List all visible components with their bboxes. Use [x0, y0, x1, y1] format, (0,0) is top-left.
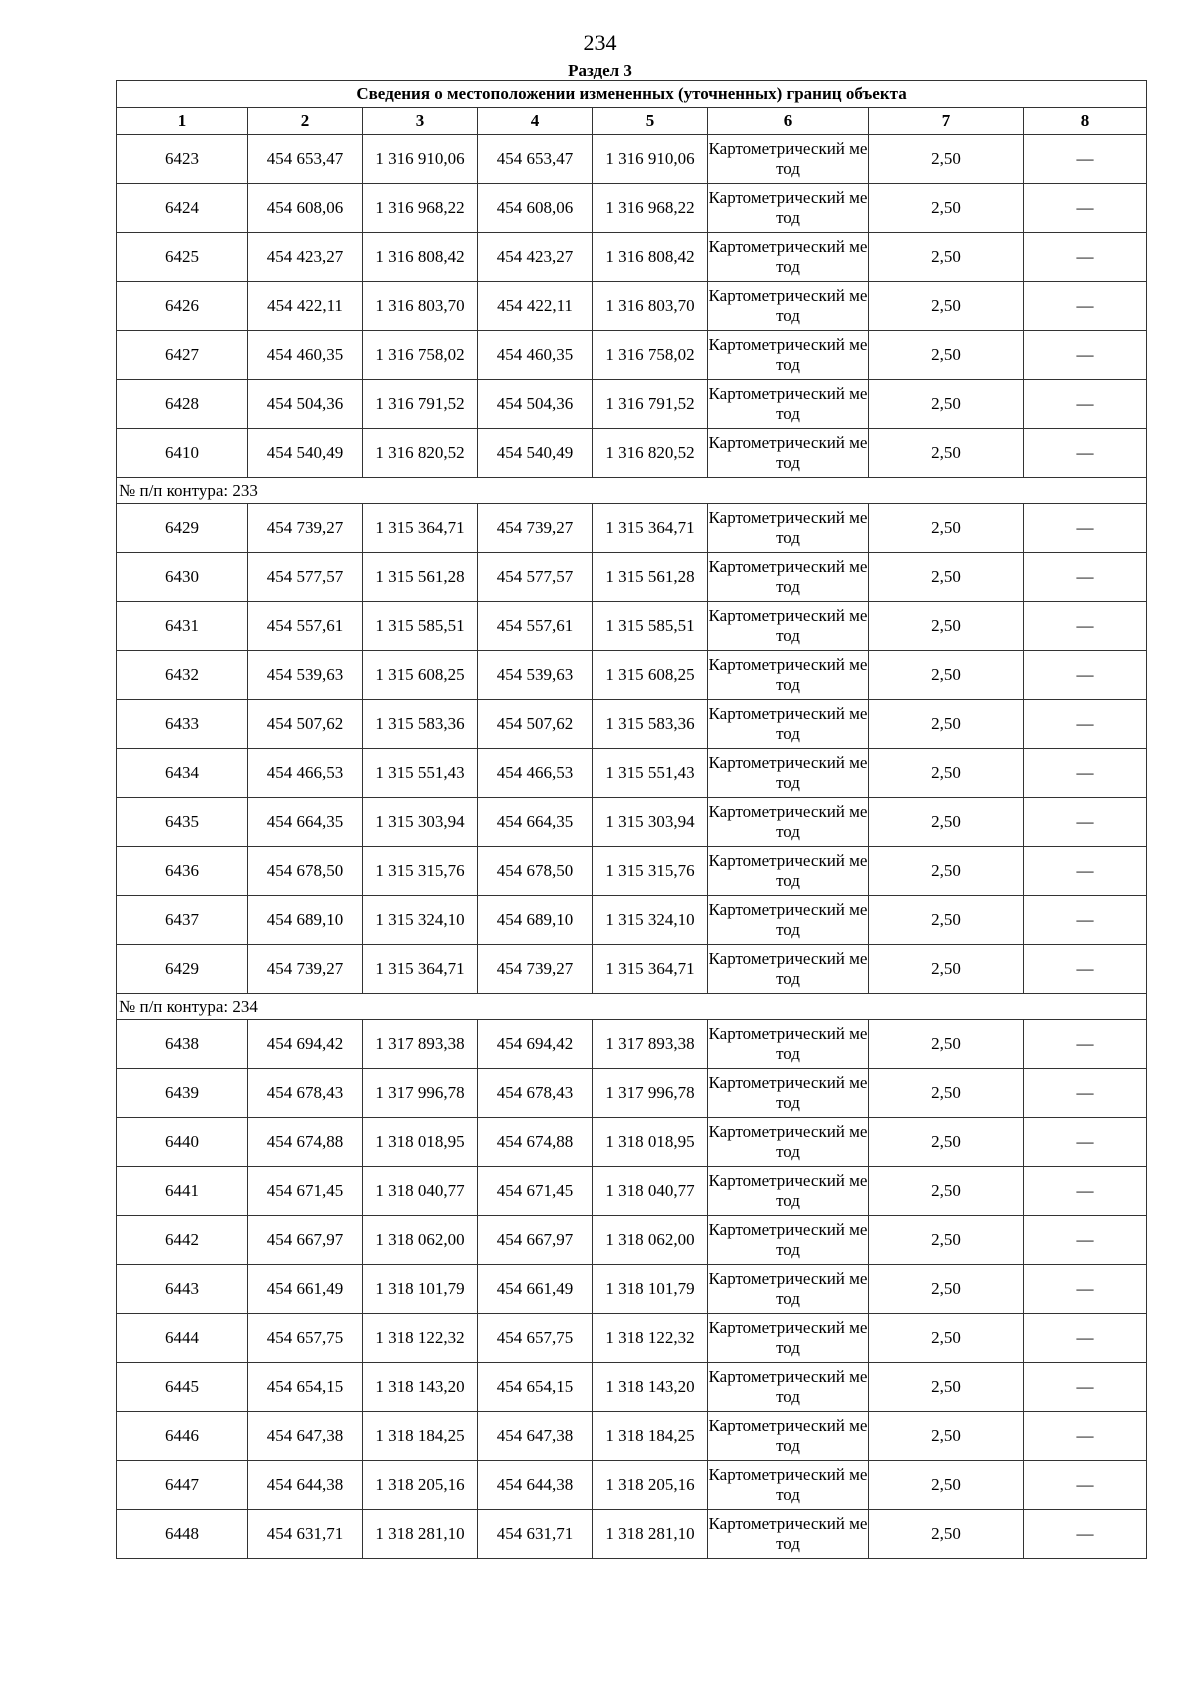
- table-cell: 1 316 803,70: [363, 282, 478, 331]
- table-cell: 1 315 608,25: [593, 651, 708, 700]
- table-cell: 1 315 551,43: [363, 749, 478, 798]
- table-cell: 1 316 803,70: [593, 282, 708, 331]
- table-row: [117, 1216, 1147, 1265]
- table-cell: 454 671,45: [248, 1167, 363, 1216]
- table-cell: 1 316 808,42: [593, 233, 708, 282]
- table-cell: 454 608,06: [478, 184, 593, 233]
- table-cell: 1 318 040,77: [593, 1167, 708, 1216]
- table-cell: 6436: [117, 847, 248, 896]
- table-cell: 1 318 101,79: [363, 1265, 478, 1314]
- table-cell: 1 315 585,51: [363, 602, 478, 651]
- table-cell: —: [1024, 504, 1147, 553]
- table-cell: 1 315 608,25: [363, 651, 478, 700]
- table-cell: 1 315 583,36: [363, 700, 478, 749]
- table-cell: 1 315 551,43: [593, 749, 708, 798]
- table-cell: 454 423,27: [478, 233, 593, 282]
- table-cell: Картометрический метод: [708, 1510, 869, 1559]
- table-cell: 6443: [117, 1265, 248, 1314]
- table-cell: 2,50: [869, 331, 1024, 380]
- table-cell: 454 647,38: [478, 1412, 593, 1461]
- table-cell: —: [1024, 553, 1147, 602]
- table-cell: 1 316 820,52: [593, 429, 708, 478]
- table-cell: 6431: [117, 602, 248, 651]
- table-cell: 1 315 561,28: [593, 553, 708, 602]
- table-row: [117, 429, 1147, 478]
- table-row: [117, 847, 1147, 896]
- table-cell: 454 422,11: [248, 282, 363, 331]
- table-cell: 2,50: [869, 504, 1024, 553]
- table-cell: 1 318 205,16: [593, 1461, 708, 1510]
- column-header: 3: [363, 108, 478, 135]
- table-cell: 1 315 364,71: [363, 504, 478, 553]
- table-cell: —: [1024, 1314, 1147, 1363]
- table-cell: 454 678,50: [478, 847, 593, 896]
- table-cell: 6445: [117, 1363, 248, 1412]
- column-header: 7: [869, 108, 1024, 135]
- table-cell: 454 466,53: [478, 749, 593, 798]
- table-cell: Картометрический метод: [708, 1265, 869, 1314]
- table-cell: —: [1024, 1412, 1147, 1461]
- table-row: [117, 504, 1147, 553]
- table-cell: —: [1024, 1167, 1147, 1216]
- table-cell: Картометрический метод: [708, 847, 869, 896]
- table-cell: 6437: [117, 896, 248, 945]
- table-cell: 2,50: [869, 847, 1024, 896]
- table-row: [117, 1265, 1147, 1314]
- table-row: [117, 1020, 1147, 1069]
- table-cell: 454 739,27: [248, 945, 363, 994]
- table-cell: —: [1024, 233, 1147, 282]
- table-cell: 2,50: [869, 135, 1024, 184]
- table-cell: 6438: [117, 1020, 248, 1069]
- table-cell: 1 318 122,32: [593, 1314, 708, 1363]
- table-cell: 1 318 184,25: [593, 1412, 708, 1461]
- column-number-row: [117, 108, 1147, 135]
- table-cell: Картометрический метод: [708, 282, 869, 331]
- table-cell: —: [1024, 380, 1147, 429]
- table-cell: Картометрический метод: [708, 749, 869, 798]
- table-cell: 454 631,71: [478, 1510, 593, 1559]
- table-cell: 1 316 910,06: [363, 135, 478, 184]
- table-cell: 6435: [117, 798, 248, 847]
- boundary-coordinates-table: [116, 80, 1147, 1559]
- table-cell: —: [1024, 1510, 1147, 1559]
- table-cell: —: [1024, 331, 1147, 380]
- table-cell: 1 318 122,32: [363, 1314, 478, 1363]
- table-cell: 1 316 758,02: [593, 331, 708, 380]
- table-row: [117, 1363, 1147, 1412]
- table-cell: 454 657,75: [248, 1314, 363, 1363]
- table-cell: 6442: [117, 1216, 248, 1265]
- table-cell: 1 316 808,42: [363, 233, 478, 282]
- table-cell: 454 507,62: [248, 700, 363, 749]
- table-cell: —: [1024, 1020, 1147, 1069]
- table-cell: 1 317 893,38: [363, 1020, 478, 1069]
- table-cell: 454 678,50: [248, 847, 363, 896]
- table-cell: 2,50: [869, 233, 1024, 282]
- table-cell: 2,50: [869, 429, 1024, 478]
- table-cell: 2,50: [869, 1412, 1024, 1461]
- table-cell: 1 315 585,51: [593, 602, 708, 651]
- table-cell: 2,50: [869, 1118, 1024, 1167]
- table-cell: 454 540,49: [478, 429, 593, 478]
- table-cell: 2,50: [869, 282, 1024, 331]
- table-cell: 454 504,36: [478, 380, 593, 429]
- table-cell: 2,50: [869, 798, 1024, 847]
- table-cell: 1 317 996,78: [593, 1069, 708, 1118]
- table-cell: Картометрический метод: [708, 380, 869, 429]
- column-header: 8: [1024, 108, 1147, 135]
- table-cell: —: [1024, 1363, 1147, 1412]
- table-cell: 1 316 968,22: [363, 184, 478, 233]
- table-cell: —: [1024, 798, 1147, 847]
- table-cell: 2,50: [869, 1461, 1024, 1510]
- table-cell: Картометрический метод: [708, 1167, 869, 1216]
- table-cell: Картометрический метод: [708, 331, 869, 380]
- table-cell: —: [1024, 1461, 1147, 1510]
- table-cell: 6426: [117, 282, 248, 331]
- table-cell: 1 318 062,00: [593, 1216, 708, 1265]
- contour-label: № п/п контура: 233: [117, 478, 1147, 504]
- table-cell: Картометрический метод: [708, 1461, 869, 1510]
- table-cell: 1 318 205,16: [363, 1461, 478, 1510]
- table-cell: 454 674,88: [478, 1118, 593, 1167]
- table-row: [117, 233, 1147, 282]
- table-cell: 2,50: [869, 700, 1024, 749]
- table-cell: Картометрический метод: [708, 233, 869, 282]
- table-cell: Картометрический метод: [708, 184, 869, 233]
- table-cell: 454 460,35: [478, 331, 593, 380]
- table-cell: 2,50: [869, 1167, 1024, 1216]
- column-header: 4: [478, 108, 593, 135]
- table-cell: 454 631,71: [248, 1510, 363, 1559]
- table-cell: 1 318 018,95: [593, 1118, 708, 1167]
- table-cell: 454 657,75: [478, 1314, 593, 1363]
- table-row: [117, 1314, 1147, 1363]
- table-cell: 454 577,57: [248, 553, 363, 602]
- table-cell: Картометрический метод: [708, 896, 869, 945]
- table-cell: Картометрический метод: [708, 1314, 869, 1363]
- table-cell: 6429: [117, 945, 248, 994]
- table-cell: 1 318 143,20: [593, 1363, 708, 1412]
- table-cell: 454 654,15: [478, 1363, 593, 1412]
- table-row: [117, 700, 1147, 749]
- table-row: [117, 1461, 1147, 1510]
- table-cell: 454 557,61: [248, 602, 363, 651]
- column-header: 1: [117, 108, 248, 135]
- table-cell: 1 318 018,95: [363, 1118, 478, 1167]
- table-cell: 454 739,27: [478, 504, 593, 553]
- table-cell: 454 674,88: [248, 1118, 363, 1167]
- table-cell: 454 507,62: [478, 700, 593, 749]
- table-cell: 1 315 364,71: [593, 945, 708, 994]
- table-cell: 1 315 364,71: [593, 504, 708, 553]
- table-cell: —: [1024, 135, 1147, 184]
- table-row: [117, 749, 1147, 798]
- table-cell: —: [1024, 651, 1147, 700]
- table-cell: —: [1024, 1216, 1147, 1265]
- table-caption: Сведения о местоположении измененных (уточненных) границ объекта: [117, 81, 1147, 108]
- table-cell: 6448: [117, 1510, 248, 1559]
- table-cell: 2,50: [869, 380, 1024, 429]
- table-cell: 6428: [117, 380, 248, 429]
- table-cell: Картометрический метод: [708, 1363, 869, 1412]
- table-cell: Картометрический метод: [708, 553, 869, 602]
- table-cell: 454 689,10: [248, 896, 363, 945]
- table-row: [117, 1069, 1147, 1118]
- table-cell: —: [1024, 184, 1147, 233]
- table-row: [117, 135, 1147, 184]
- table-cell: —: [1024, 847, 1147, 896]
- table-cell: 6423: [117, 135, 248, 184]
- table-row: [117, 945, 1147, 994]
- table-row: [117, 1167, 1147, 1216]
- table-row: [117, 282, 1147, 331]
- section-title: Раздел 3: [568, 61, 632, 80]
- table-cell: 6433: [117, 700, 248, 749]
- table-cell: 6425: [117, 233, 248, 282]
- table-cell: 2,50: [869, 749, 1024, 798]
- table-cell: 1 318 184,25: [363, 1412, 478, 1461]
- table-cell: 454 557,61: [478, 602, 593, 651]
- table-cell: 454 539,63: [248, 651, 363, 700]
- table-cell: 454 608,06: [248, 184, 363, 233]
- column-header: 2: [248, 108, 363, 135]
- table-cell: 2,50: [869, 602, 1024, 651]
- table-row: [117, 896, 1147, 945]
- table-cell: 454 654,15: [248, 1363, 363, 1412]
- table-cell: Картометрический метод: [708, 945, 869, 994]
- table-cell: —: [1024, 945, 1147, 994]
- table-row: [117, 553, 1147, 602]
- table-cell: 454 678,43: [248, 1069, 363, 1118]
- table-cell: 2,50: [869, 896, 1024, 945]
- table-cell: 454 667,97: [478, 1216, 593, 1265]
- table-cell: Картометрический метод: [708, 1412, 869, 1461]
- table-cell: 454 423,27: [248, 233, 363, 282]
- table-cell: 454 671,45: [478, 1167, 593, 1216]
- table-cell: 454 647,38: [248, 1412, 363, 1461]
- table-cell: 2,50: [869, 1069, 1024, 1118]
- table-cell: 1 315 303,94: [593, 798, 708, 847]
- table-cell: 1 316 758,02: [363, 331, 478, 380]
- table-cell: 2,50: [869, 1020, 1024, 1069]
- page-number: 234: [583, 30, 617, 55]
- table-cell: 454 504,36: [248, 380, 363, 429]
- table-cell: Картометрический метод: [708, 135, 869, 184]
- table-cell: 6440: [117, 1118, 248, 1167]
- table-cell: 1 315 561,28: [363, 553, 478, 602]
- table-cell: 454 664,35: [478, 798, 593, 847]
- table-cell: 454 539,63: [478, 651, 593, 700]
- table-cell: 6441: [117, 1167, 248, 1216]
- table-cell: 454 694,42: [478, 1020, 593, 1069]
- table-cell: —: [1024, 1265, 1147, 1314]
- table-cell: 2,50: [869, 651, 1024, 700]
- table-cell: 1 316 910,06: [593, 135, 708, 184]
- table-cell: Картометрический метод: [708, 602, 869, 651]
- table-cell: 454 653,47: [248, 135, 363, 184]
- table-cell: 1 317 996,78: [363, 1069, 478, 1118]
- table-cell: 1 316 968,22: [593, 184, 708, 233]
- table-cell: Картометрический метод: [708, 1069, 869, 1118]
- table-cell: 1 318 040,77: [363, 1167, 478, 1216]
- contour-label: № п/п контура: 234: [117, 994, 1147, 1020]
- table-cell: 1 315 583,36: [593, 700, 708, 749]
- table-cell: 1 316 791,52: [593, 380, 708, 429]
- table-cell: Картометрический метод: [708, 1020, 869, 1069]
- table-cell: 1 315 315,76: [593, 847, 708, 896]
- table-cell: 1 315 364,71: [363, 945, 478, 994]
- table-cell: 2,50: [869, 1216, 1024, 1265]
- table-cell: 454 678,43: [478, 1069, 593, 1118]
- table-cell: 6439: [117, 1069, 248, 1118]
- table-cell: —: [1024, 896, 1147, 945]
- table-cell: 1 316 791,52: [363, 380, 478, 429]
- table-cell: 2,50: [869, 945, 1024, 994]
- table-cell: 454 466,53: [248, 749, 363, 798]
- table-cell: 6434: [117, 749, 248, 798]
- table-cell: 6447: [117, 1461, 248, 1510]
- table-cell: 454 460,35: [248, 331, 363, 380]
- table-cell: —: [1024, 1118, 1147, 1167]
- table-cell: —: [1024, 282, 1147, 331]
- table-cell: 6446: [117, 1412, 248, 1461]
- table-cell: —: [1024, 429, 1147, 478]
- table-cell: —: [1024, 749, 1147, 798]
- table-cell: 454 661,49: [248, 1265, 363, 1314]
- table-cell: 454 644,38: [248, 1461, 363, 1510]
- contour-label-row: [117, 994, 1147, 1020]
- table-cell: 1 318 281,10: [363, 1510, 478, 1559]
- table-cell: 6444: [117, 1314, 248, 1363]
- table-cell: Картометрический метод: [708, 504, 869, 553]
- table-row: [117, 1412, 1147, 1461]
- table-cell: 6430: [117, 553, 248, 602]
- table-body: [117, 135, 1147, 1559]
- table-cell: 454 664,35: [248, 798, 363, 847]
- table-row: [117, 331, 1147, 380]
- table-cell: 1 318 101,79: [593, 1265, 708, 1314]
- table-cell: 2,50: [869, 553, 1024, 602]
- table-cell: 1 315 324,10: [363, 896, 478, 945]
- table-cell: 2,50: [869, 184, 1024, 233]
- table-cell: 454 694,42: [248, 1020, 363, 1069]
- table-cell: 6410: [117, 429, 248, 478]
- table-cell: Картометрический метод: [708, 1216, 869, 1265]
- table-row: [117, 651, 1147, 700]
- table-cell: 6429: [117, 504, 248, 553]
- table-cell: 454 577,57: [478, 553, 593, 602]
- table-row: [117, 798, 1147, 847]
- table-row: [117, 1118, 1147, 1167]
- table-cell: 454 689,10: [478, 896, 593, 945]
- table-cell: Картометрический метод: [708, 429, 869, 478]
- table-cell: 454 422,11: [478, 282, 593, 331]
- table-cell: 1 316 820,52: [363, 429, 478, 478]
- column-header: 5: [593, 108, 708, 135]
- table-cell: 454 661,49: [478, 1265, 593, 1314]
- table-cell: 454 739,27: [248, 504, 363, 553]
- table-row: [117, 380, 1147, 429]
- table-cell: Картометрический метод: [708, 700, 869, 749]
- table-cell: 2,50: [869, 1314, 1024, 1363]
- table-cell: Картометрический метод: [708, 798, 869, 847]
- column-header: 6: [708, 108, 869, 135]
- table-cell: 6432: [117, 651, 248, 700]
- table-cell: 454 540,49: [248, 429, 363, 478]
- table-cell: 1 315 303,94: [363, 798, 478, 847]
- table-cell: 1 318 062,00: [363, 1216, 478, 1265]
- table-cell: 1 315 324,10: [593, 896, 708, 945]
- table-cell: 1 318 281,10: [593, 1510, 708, 1559]
- table-cell: —: [1024, 1069, 1147, 1118]
- table-cell: 454 739,27: [478, 945, 593, 994]
- table-cell: 454 644,38: [478, 1461, 593, 1510]
- table-cell: 2,50: [869, 1510, 1024, 1559]
- table-cell: 1 315 315,76: [363, 847, 478, 896]
- table-cell: 454 653,47: [478, 135, 593, 184]
- table-cell: 1 318 143,20: [363, 1363, 478, 1412]
- table-cell: —: [1024, 700, 1147, 749]
- table-cell: —: [1024, 602, 1147, 651]
- table-cell: Картометрический метод: [708, 651, 869, 700]
- table-row: [117, 184, 1147, 233]
- table-row: [117, 1510, 1147, 1559]
- table-cell: 2,50: [869, 1363, 1024, 1412]
- table-cell: Картометрический метод: [708, 1118, 869, 1167]
- table-cell: 1 317 893,38: [593, 1020, 708, 1069]
- table-cell: 6424: [117, 184, 248, 233]
- table-cell: 2,50: [869, 1265, 1024, 1314]
- contour-label-row: [117, 478, 1147, 504]
- table-row: [117, 602, 1147, 651]
- table-cell: 6427: [117, 331, 248, 380]
- table-cell: 454 667,97: [248, 1216, 363, 1265]
